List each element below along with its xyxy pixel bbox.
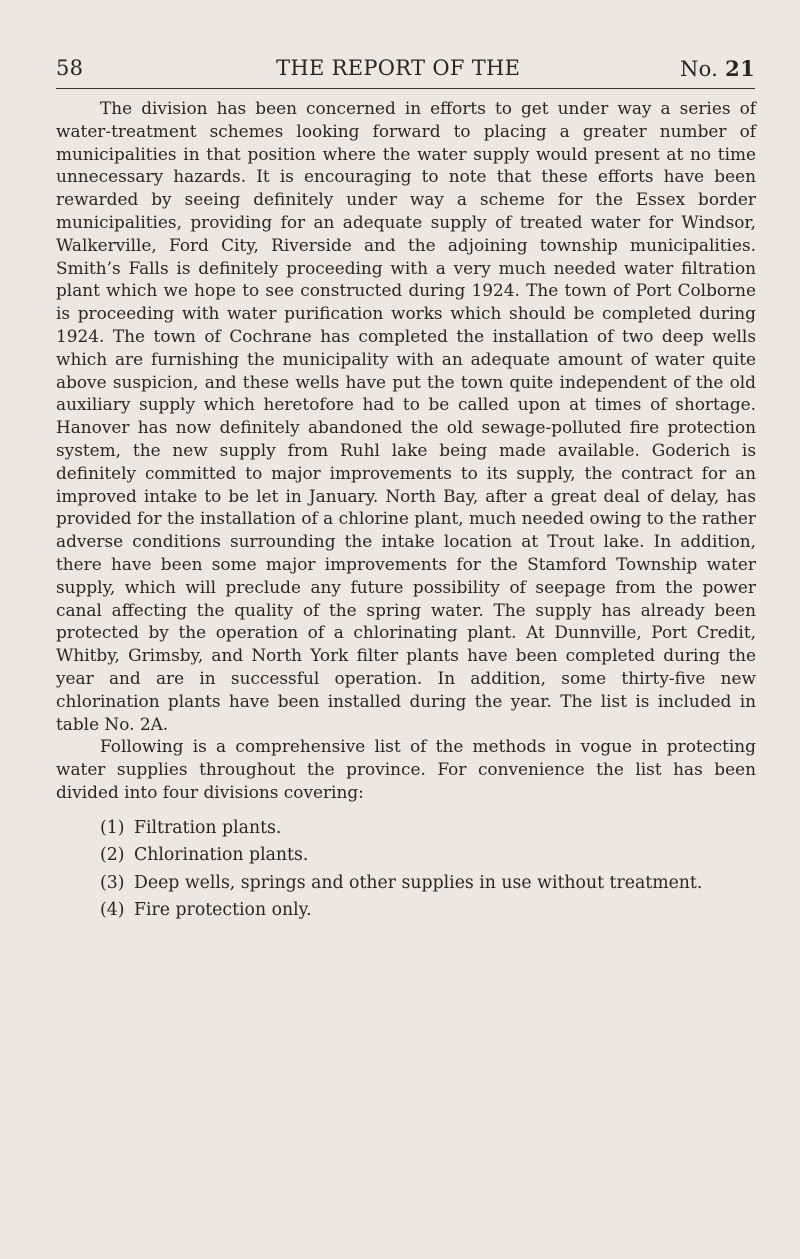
divisions-list — [56, 815, 756, 925]
list-item-text: Filtration plants. — [134, 817, 282, 838]
issue-number-prefix: No. — [679, 57, 726, 81]
running-head: THE REPORT OF THE — [276, 56, 521, 80]
list-item — [56, 842, 756, 870]
list-item — [56, 815, 756, 843]
page-number: 58 — [56, 56, 84, 80]
paragraph-methods-list-intro: Following is a comprehensive list of the methods in vogue in protecting water supplies throughout the province. For convenience the list has been divided into four divisions covering: — [56, 736, 756, 802]
list-item-number: (1) — [100, 817, 125, 838]
body-text — [56, 97, 756, 925]
list-item-number: (3) — [100, 872, 125, 893]
issue-number-value: 21 — [725, 56, 755, 81]
list-item-text: Fire protection only. — [134, 900, 312, 921]
list-item — [56, 870, 756, 898]
issue-number — [680, 56, 755, 81]
list-item-number: (2) — [100, 845, 125, 866]
page-header — [56, 52, 755, 89]
list-item-number: (4) — [100, 900, 125, 921]
list-item-text: Deep wells, springs and other supplies in use without treatment. — [134, 872, 703, 893]
paragraph-water-treatment: The division has been concerned in efforts to get under way a series of water-treatment schemes looking forward to placing a greater number of municipalities in that position where the water supply would present at no time unnecessary hazards. It is encouraging to note that these efforts have been rewarded by seeing definitely under way a scheme for the Essex border municipalities, providing for an adequate supply of treated water for Windsor, Walkerville, Ford City, Riverside and the adjoining township municipalities. Smith’s Falls is definitely proceeding with a very much needed water filtration plant which we hope to see constructed during 1924. The town of Port Colborne is proceeding with water purification works which should be completed during 1924. The town of Cochrane has completed the installation of two deep wells which are furnishing the municipality with an adequate amount of water quite above suspicion, and these wells have put the town quite independent of the old auxiliary supply which heretofore had to be called upon at times of shortage. Hanover has now definitely abandoned the old sewage-polluted fire protection system, the new supply from Ruhl lake being made available. Goderich is definitely committed to major improvements to its supply, the contract for an improved intake to be let in January. North Bay, after a great deal of delay, has provided for the installation of a chlorine plant, much needed owing to the rather adverse conditions surrounding the intake location at Trout lake. In addition, there have been some major improvements for the Stamford Township water supply, which will preclude any future possibility of seepage from the power canal affecting the quality of the spring water. The supply has already been protected by the operation of a chlorinating plant. At Dunnville, Port Credit, Whitby, Grimsby, and North York filter plants have been completed during the year and are in successful operation. In addition, some thirty-five new chlorination plants have been installed during the year. The list is included in table No. 2A. — [56, 98, 756, 734]
list-item-text: Chlorination plants. — [134, 845, 309, 866]
list-item — [56, 897, 756, 925]
